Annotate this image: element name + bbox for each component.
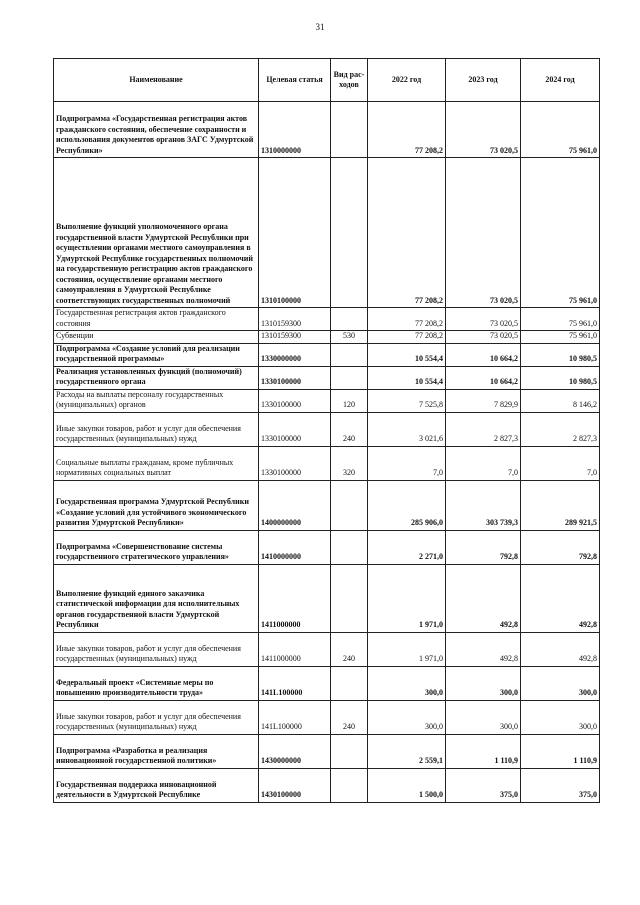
row-value-2024: 2 827,3	[521, 412, 600, 446]
table-row	[54, 102, 600, 158]
header-2022: 2022 год	[368, 59, 446, 102]
row-target-code: 1310100000	[259, 158, 331, 308]
row-value-2024: 7,0	[521, 446, 600, 480]
table-row	[54, 768, 600, 802]
row-target-code: 1411000000	[259, 564, 331, 632]
row-expense-type	[331, 734, 368, 768]
row-name: Расходы на выплаты персоналу государственных (муниципальных) органов	[54, 389, 259, 412]
table-row	[54, 343, 600, 366]
row-expense-type	[331, 768, 368, 802]
row-value-2022: 77 208,2	[368, 158, 446, 308]
row-value-2024: 1 110,9	[521, 734, 600, 768]
row-target-code: 1430100000	[259, 768, 331, 802]
row-value-2024: 375,0	[521, 768, 600, 802]
row-target-code: 141L100000	[259, 666, 331, 700]
row-value-2022: 2 559,1	[368, 734, 446, 768]
row-value-2022: 77 208,2	[368, 102, 446, 158]
row-name: Социальные выплаты гражданам, кроме публичных нормативных социальных выплат	[54, 446, 259, 480]
row-value-2022: 2 271,0	[368, 530, 446, 564]
row-name: Реализация установленных функций (полномочий) государственного органа	[54, 366, 259, 389]
row-value-2023: 492,8	[446, 564, 521, 632]
row-value-2024: 300,0	[521, 700, 600, 734]
table-row	[54, 734, 600, 768]
table-row	[54, 308, 600, 331]
row-value-2023: 10 664,2	[446, 343, 521, 366]
table-row	[54, 480, 600, 530]
row-target-code: 1400000000	[259, 480, 331, 530]
row-value-2024: 10 980,5	[521, 366, 600, 389]
row-value-2022: 77 208,2	[368, 331, 446, 344]
row-name: Иные закупки товаров, работ и услуг для обеспечения государственных (муниципальных) нужд	[54, 412, 259, 446]
row-expense-type: 240	[331, 700, 368, 734]
row-value-2023: 492,8	[446, 632, 521, 666]
row-expense-type	[331, 158, 368, 308]
row-value-2023: 2 827,3	[446, 412, 521, 446]
row-expense-type: 530	[331, 331, 368, 344]
row-value-2023: 73 020,5	[446, 308, 521, 331]
row-name: Иные закупки товаров, работ и услуг для обеспечения государственных (муниципальных) нужд	[54, 632, 259, 666]
budget-table	[53, 58, 600, 803]
row-name: Выполнение функций уполномоченного органа государственной власти Удмуртской Республики при осуществлении органами местного самоуправления в Удмуртской Республике государственных полномочий на государственную регистрацию актов гражданского состояния, осуществление органами местного самоуправления в Удмуртской Республике соответствующих государственных полномочий	[54, 158, 259, 308]
row-target-code: 1330100000	[259, 412, 331, 446]
header-2024: 2024 год	[521, 59, 600, 102]
row-value-2022: 10 554,4	[368, 366, 446, 389]
row-value-2022: 1 500,0	[368, 768, 446, 802]
row-expense-type	[331, 102, 368, 158]
row-expense-type: 320	[331, 446, 368, 480]
table-row	[54, 158, 600, 308]
row-name: Иные закупки товаров, работ и услуг для обеспечения государственных (муниципальных) нужд	[54, 700, 259, 734]
row-value-2023: 73 020,5	[446, 102, 521, 158]
row-value-2023: 10 664,2	[446, 366, 521, 389]
row-name: Подпрограмма «Совершенствование системы государственного стратегического управления»	[54, 530, 259, 564]
row-name: Выполнение функций единого заказчика статистической информации для исполнительных органов государственной власти Удмуртской Республики	[54, 564, 259, 632]
table-row	[54, 530, 600, 564]
row-target-code: 1411000000	[259, 632, 331, 666]
row-name: Субвенции	[54, 331, 259, 344]
row-value-2023: 303 739,3	[446, 480, 521, 530]
row-value-2024: 75 961,0	[521, 102, 600, 158]
row-name: Подпрограмма «Государственная регистрация актов гражданского состояния, обеспечение сохранности и использования документов органов ЗАГС Удмуртской Республики»	[54, 102, 259, 158]
row-value-2023: 73 020,5	[446, 158, 521, 308]
header-2023: 2023 год	[446, 59, 521, 102]
row-expense-type: 240	[331, 412, 368, 446]
row-target-code: 1330100000	[259, 366, 331, 389]
row-value-2022: 77 208,2	[368, 308, 446, 331]
table-row	[54, 389, 600, 412]
row-value-2024: 75 961,0	[521, 308, 600, 331]
row-expense-type	[331, 480, 368, 530]
table-row	[54, 412, 600, 446]
row-value-2024: 8 146,2	[521, 389, 600, 412]
table-row	[54, 366, 600, 389]
row-value-2023: 375,0	[446, 768, 521, 802]
table-row	[54, 564, 600, 632]
header-expense: Вид рас-ходов	[331, 59, 368, 102]
row-value-2023: 73 020,5	[446, 331, 521, 344]
row-value-2024: 75 961,0	[521, 331, 600, 344]
row-value-2024: 300,0	[521, 666, 600, 700]
row-value-2024: 492,8	[521, 632, 600, 666]
row-expense-type	[331, 308, 368, 331]
row-value-2024: 492,8	[521, 564, 600, 632]
row-value-2024: 10 980,5	[521, 343, 600, 366]
row-value-2024: 75 961,0	[521, 158, 600, 308]
table-row	[54, 632, 600, 666]
row-value-2023: 1 110,9	[446, 734, 521, 768]
row-value-2022: 1 971,0	[368, 632, 446, 666]
row-name: Федеральный проект «Системные меры по повышению производительности труда»	[54, 666, 259, 700]
row-expense-type	[331, 564, 368, 632]
row-target-code: 141L100000	[259, 700, 331, 734]
table-header-row	[54, 59, 600, 102]
table-row	[54, 700, 600, 734]
header-name: Наименование	[54, 59, 259, 102]
row-expense-type: 120	[331, 389, 368, 412]
page-number: 31	[315, 22, 325, 32]
row-value-2022: 285 906,0	[368, 480, 446, 530]
table-row	[54, 666, 600, 700]
row-target-code: 1410000000	[259, 530, 331, 564]
row-expense-type	[331, 666, 368, 700]
row-target-code: 1310000000	[259, 102, 331, 158]
row-value-2024: 289 921,5	[521, 480, 600, 530]
row-value-2022: 300,0	[368, 700, 446, 734]
row-target-code: 1330100000	[259, 389, 331, 412]
row-value-2024: 792,8	[521, 530, 600, 564]
row-value-2023: 792,8	[446, 530, 521, 564]
row-value-2023: 300,0	[446, 666, 521, 700]
row-name: Государственная программа Удмуртской Республики «Создание условий для устойчивого экономического развития Удмуртской Республики»	[54, 480, 259, 530]
row-value-2022: 3 021,6	[368, 412, 446, 446]
row-expense-type: 240	[331, 632, 368, 666]
row-target-code: 1330100000	[259, 446, 331, 480]
row-value-2022: 10 554,4	[368, 343, 446, 366]
row-expense-type	[331, 343, 368, 366]
row-target-code: 1310159300	[259, 331, 331, 344]
row-value-2023: 7,0	[446, 446, 521, 480]
row-expense-type	[331, 530, 368, 564]
row-value-2022: 1 971,0	[368, 564, 446, 632]
row-name: Государственная регистрация актов гражданского состояния	[54, 308, 259, 331]
row-value-2023: 7 829,9	[446, 389, 521, 412]
row-name: Государственная поддержка инновационной деятельности в Удмуртской Республике	[54, 768, 259, 802]
row-value-2023: 300,0	[446, 700, 521, 734]
row-target-code: 1310159300	[259, 308, 331, 331]
table-row	[54, 446, 600, 480]
row-value-2022: 300,0	[368, 666, 446, 700]
table-row	[54, 331, 600, 344]
row-expense-type	[331, 366, 368, 389]
row-name: Подпрограмма «Разработка и реализация инновационной государственной политики»	[54, 734, 259, 768]
row-target-code: 1430000000	[259, 734, 331, 768]
row-name: Подпрограмма «Создание условий для реализации государственной программы»	[54, 343, 259, 366]
row-target-code: 1330000000	[259, 343, 331, 366]
row-value-2022: 7 525,8	[368, 389, 446, 412]
row-value-2022: 7,0	[368, 446, 446, 480]
header-target: Целевая статья	[259, 59, 331, 102]
